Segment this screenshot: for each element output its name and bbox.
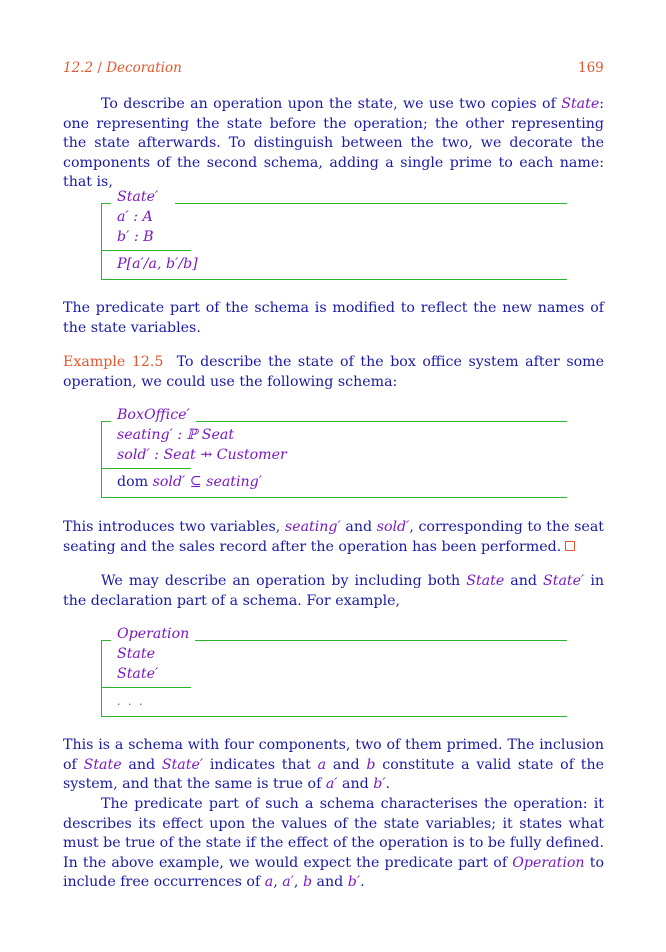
text-run: and: [326, 756, 367, 773]
schema-predicate: P[a′/a, b′/b]: [117, 256, 198, 272]
paragraph-intro: [63, 95, 604, 193]
text-run: and: [504, 573, 544, 589]
schema-top-border-left: [101, 640, 111, 641]
end-of-example-icon: [565, 541, 575, 551]
paragraph-variables: [63, 518, 604, 557]
predicate-expression: sold′ ⊆ seating′: [152, 474, 262, 490]
text-run: We may describe an operation by including both: [101, 573, 467, 589]
schema-title: Operation: [117, 625, 195, 643]
math-term: a: [264, 874, 274, 891]
header-separator: /: [97, 60, 102, 76]
schema-bottom-border: [101, 279, 567, 280]
math-term: State: [466, 573, 505, 589]
example-label: Example 12.5: [63, 354, 164, 370]
schema-top-border-left: [101, 421, 111, 422]
schema-bottom-border: [101, 716, 567, 717]
schema-divider: [101, 687, 191, 688]
paragraph-predicate-characterises: [63, 795, 604, 893]
math-term: State′: [543, 573, 585, 589]
math-term: b: [302, 874, 313, 891]
schema-declaration: State: [117, 646, 155, 662]
example-block: [63, 353, 604, 392]
schema-state-prime: [101, 188, 567, 280]
text-run: : one representing the state before the operation; the other representing the state afterwards. To distinguish between the two, we decorate the components of the second schema, adding a single prime to each name: that is,: [63, 96, 604, 191]
paragraph-operation-intro: [63, 572, 604, 611]
text-run: and: [337, 776, 374, 793]
schema-top-border-right: [191, 421, 567, 422]
text-run: To describe the state of the box office system after some operation, we could use the following schema:: [63, 354, 604, 390]
text-run: This is a schema with four components, two of them primed. The inclusion of: [63, 737, 604, 773]
paragraph-four-components: [63, 736, 604, 795]
schema-left-border: [101, 203, 102, 279]
text-run: This introduces two variables,: [63, 519, 285, 535]
schema-title: BoxOffice′: [117, 406, 196, 424]
schema-bottom-border: [101, 497, 567, 498]
schema-title: State′: [117, 188, 164, 206]
text-run: .: [385, 776, 391, 793]
text-run: and: [121, 756, 162, 773]
schema-divider: [101, 250, 191, 251]
text-run: The predicate part of such a schema characterises the operation: it describes its effect upon the values of the state variables; it states what must be true of the state if the effect of the operation is to be fully defined. In the above example, we would expect the predicate part of: [63, 796, 604, 871]
math-term: a′: [325, 776, 338, 793]
schema-predicate: . . .: [117, 695, 145, 708]
text-run: and: [340, 519, 377, 535]
schema-divider: [101, 468, 191, 469]
text-run: in the declaration part of a schema. For example,: [63, 573, 604, 609]
schema-operation: [101, 625, 567, 717]
schema-top-border-right: [191, 640, 567, 641]
text-run: indicates that: [203, 756, 318, 773]
math-term: a′: [282, 874, 294, 891]
schema-top-border-right: [175, 203, 567, 204]
schema-left-border: [101, 421, 102, 497]
running-header-section: [63, 60, 182, 76]
text-run: ,: [293, 874, 303, 891]
page-number: 169: [578, 60, 604, 76]
math-term: b′: [373, 776, 386, 793]
text-run: To describe an operation upon the state, we use two copies of: [101, 96, 562, 112]
schema-predicate: [117, 473, 262, 493]
math-term: seating′: [284, 519, 341, 535]
math-term: b′: [347, 874, 361, 891]
section-number: 12.2: [63, 60, 94, 76]
math-term: sold′: [376, 519, 410, 535]
math-term: State: [83, 756, 122, 773]
chapter-title: Decoration: [106, 60, 182, 76]
math-term: State′: [161, 756, 204, 773]
text-run: .: [360, 874, 365, 891]
math-term: State: [561, 96, 600, 112]
schema-declaration: b′ : B: [117, 229, 154, 245]
math-term: a: [317, 756, 327, 773]
text-run: to include free occurrences of: [63, 854, 604, 891]
text-run: ,: [273, 874, 283, 891]
schema-boxoffice-prime: [101, 406, 567, 498]
text-run: constitute a valid state of the system, and that the same is true of: [63, 756, 605, 793]
schema-top-border-left: [101, 203, 111, 204]
schema-declaration: a′ : A: [117, 209, 153, 225]
paragraph-predicate-note: The predicate part of the schema is modified to reflect the new names of the state variables.: [63, 300, 604, 336]
text-run: and: [312, 874, 348, 891]
math-term: Operation: [512, 854, 585, 871]
schema-declaration: sold′ : Seat ⇸ Customer: [117, 447, 287, 463]
schema-declaration: seating′ : ℙ Seat: [117, 427, 235, 443]
schema-left-border: [101, 640, 102, 716]
math-term: b: [366, 756, 376, 773]
text-run: , corresponding to the seat seating and the sales record after the operation has been performed.: [63, 519, 604, 555]
operator-dom: dom: [117, 474, 149, 490]
schema-declaration: State′: [117, 666, 159, 682]
